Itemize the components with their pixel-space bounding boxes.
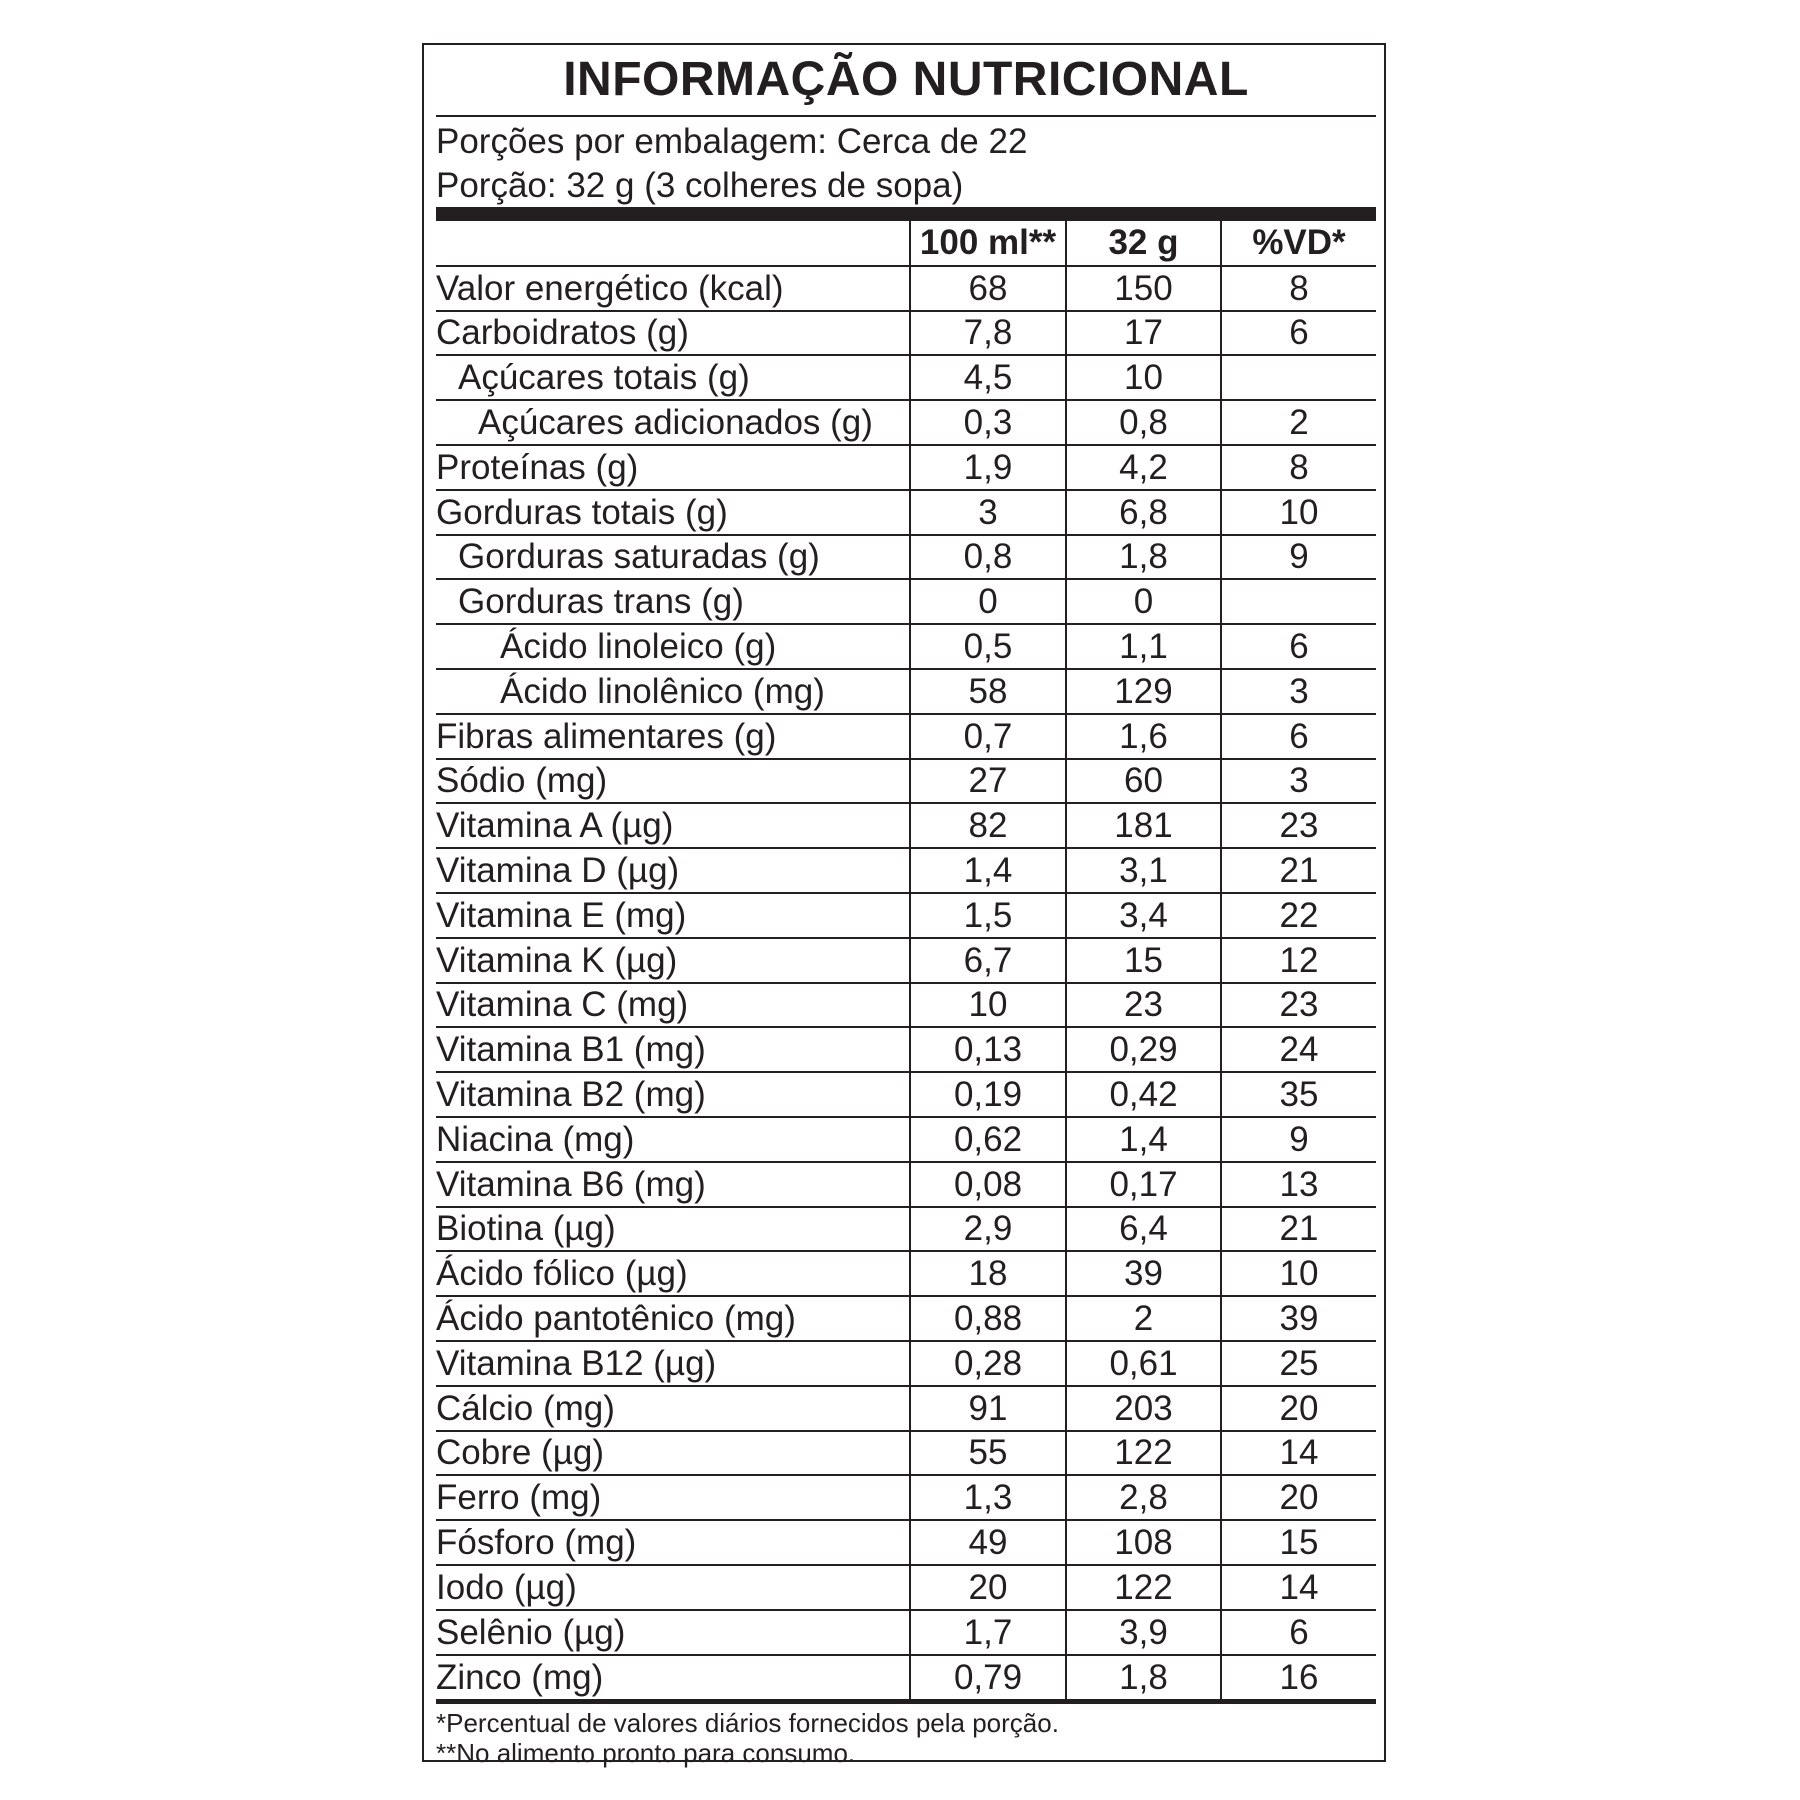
nutrient-name: Açúcares totais (g) xyxy=(436,355,910,400)
nutrient-name: Vitamina E (mg) xyxy=(436,893,910,938)
nutrient-name: Ácido linoleico (g) xyxy=(436,624,910,669)
value-per-32g: 181 xyxy=(1066,803,1221,848)
value-vd: 6 xyxy=(1221,714,1376,759)
header-vd: %VD* xyxy=(1221,221,1376,266)
value-vd: 6 xyxy=(1221,624,1376,669)
value-vd: 14 xyxy=(1221,1431,1376,1476)
value-vd: 3 xyxy=(1221,669,1376,714)
value-per-32g: 10 xyxy=(1066,355,1221,400)
value-vd: 22 xyxy=(1221,893,1376,938)
serving-size: Porção: 32 g (3 colheres de sopa) xyxy=(436,166,964,205)
table-row xyxy=(436,1655,1376,1700)
table-row xyxy=(436,759,1376,804)
nutrient-name: Fibras alimentares (g) xyxy=(436,714,910,759)
value-per-32g: 60 xyxy=(1066,759,1221,804)
nutrient-name: Zinco (mg) xyxy=(436,1657,604,1697)
value-per-32g: 150 xyxy=(1066,266,1221,311)
value-per-32g: 0,8 xyxy=(1066,400,1221,445)
table-row xyxy=(436,1162,1376,1207)
nutrient-name: Gorduras trans (g) xyxy=(436,579,910,624)
value-per-32g: 0 xyxy=(1066,579,1221,624)
servings-per-package: Porções por embalagem: Cerca de 22 xyxy=(436,122,1028,161)
table-row xyxy=(436,535,1376,580)
value-per-100ml: 49 xyxy=(910,1520,1066,1565)
value-per-100ml: 0,8 xyxy=(910,535,1066,580)
value-per-100ml: 68 xyxy=(910,266,1066,311)
nutrient-name: Sódio (mg) xyxy=(436,759,910,804)
value-vd: 8 xyxy=(1221,266,1376,311)
nutrient-name: Vitamina A (µg) xyxy=(436,803,910,848)
table-row xyxy=(436,1520,1376,1565)
table-row xyxy=(436,1027,1376,1072)
value-vd: 6 xyxy=(1221,311,1376,356)
value-per-100ml: 1,4 xyxy=(910,848,1066,893)
thick-divider xyxy=(436,207,1376,221)
value-per-32g: 1,8 xyxy=(1066,535,1221,580)
value-per-32g: 203 xyxy=(1066,1386,1221,1431)
value-vd: 10 xyxy=(1221,1251,1376,1296)
value-vd: 9 xyxy=(1221,1117,1376,1162)
nutrient-name: Vitamina K (µg) xyxy=(436,938,910,983)
nutrient-name: Vitamina B2 (mg) xyxy=(436,1072,910,1117)
value-vd: 8 xyxy=(1221,445,1376,490)
value-per-32g: 23 xyxy=(1066,983,1221,1028)
value-per-100ml: 1,9 xyxy=(910,445,1066,490)
nutrient-name: Açúcares adicionados (g) xyxy=(436,400,910,445)
table-row xyxy=(436,669,1376,714)
nutrient-name: Cobre (µg) xyxy=(436,1431,910,1476)
serving-info xyxy=(436,117,1376,207)
value-per-100ml: 55 xyxy=(910,1431,1066,1476)
table-row xyxy=(436,355,1376,400)
value-vd: 2 xyxy=(1221,400,1376,445)
value-vd: 21 xyxy=(1221,1207,1376,1252)
value-per-32g: 0,42 xyxy=(1066,1072,1221,1117)
nutrient-name: Proteínas (g) xyxy=(436,445,910,490)
table-header-row xyxy=(436,221,1376,266)
table-row xyxy=(436,445,1376,490)
nutrient-name: Ácido fólico (µg) xyxy=(436,1251,910,1296)
value-vd xyxy=(1221,579,1376,624)
nutrient-name: Ácido pantotênico (mg) xyxy=(436,1296,910,1341)
value-per-32g: 122 xyxy=(1066,1431,1221,1476)
nutrient-name: Carboidratos (g) xyxy=(436,311,910,356)
value-vd: 25 xyxy=(1221,1341,1376,1386)
table-row xyxy=(436,893,1376,938)
value-per-32g: 0,17 xyxy=(1066,1162,1221,1207)
value-vd: 9 xyxy=(1221,535,1376,580)
value-per-100ml: 0,13 xyxy=(910,1027,1066,1072)
value-per-32g: 0,61 xyxy=(1066,1341,1221,1386)
table-row xyxy=(436,1072,1376,1117)
nutrition-label xyxy=(422,43,1386,1769)
table-row xyxy=(436,803,1376,848)
table-row xyxy=(436,1610,1376,1655)
value-per-32g: 1,4 xyxy=(1066,1117,1221,1162)
value-vd: 35 xyxy=(1221,1072,1376,1117)
value-per-100ml: 0,88 xyxy=(910,1296,1066,1341)
value-vd: 39 xyxy=(1221,1296,1376,1341)
value-per-100ml: 20 xyxy=(910,1565,1066,1610)
value-per-32g: 1,8 xyxy=(1066,1655,1221,1700)
nutrient-name: Ácido linolênico (mg) xyxy=(436,669,910,714)
value-vd: 21 xyxy=(1221,848,1376,893)
nutrient-name: Vitamina C (mg) xyxy=(436,983,910,1028)
nutrient-name: Selênio (µg) xyxy=(436,1610,910,1655)
value-per-32g: 108 xyxy=(1066,1520,1221,1565)
value-per-32g: 2,8 xyxy=(1066,1475,1221,1520)
value-vd: 6 xyxy=(1221,1610,1376,1655)
value-vd: 10 xyxy=(1221,490,1376,535)
value-per-100ml: 7,8 xyxy=(910,311,1066,356)
value-vd: 12 xyxy=(1221,938,1376,983)
header-per-32g: 32 g xyxy=(1066,221,1221,266)
nutrient-name: Valor energético (kcal) xyxy=(436,266,910,311)
value-per-32g: 1,6 xyxy=(1066,714,1221,759)
value-per-32g: 4,2 xyxy=(1066,445,1221,490)
value-vd: 3 xyxy=(1221,759,1376,804)
value-vd: 16 xyxy=(1221,1655,1376,1700)
nutrient-name: Gorduras saturadas (g) xyxy=(436,535,910,580)
value-per-32g: 1,1 xyxy=(1066,624,1221,669)
nutrient-name: Fósforo (mg) xyxy=(436,1520,910,1565)
value-per-32g: 122 xyxy=(1066,1565,1221,1610)
value-per-32g: 0,29 xyxy=(1066,1027,1221,1072)
value-per-100ml: 0,3 xyxy=(910,400,1066,445)
nutrient-name: Iodo (µg) xyxy=(436,1565,910,1610)
value-per-100ml: 2,9 xyxy=(910,1207,1066,1252)
value-per-100ml: 0,62 xyxy=(910,1117,1066,1162)
value-per-100ml: 18 xyxy=(910,1251,1066,1296)
value-per-100ml: 3 xyxy=(910,490,1066,535)
value-per-32g: 17 xyxy=(1066,311,1221,356)
nutrient-name: Vitamina B6 (mg) xyxy=(436,1162,910,1207)
footnote-ready: **No alimento pronto para consumo. xyxy=(436,1738,856,1769)
footnotes xyxy=(436,1704,1376,1768)
value-per-32g: 6,4 xyxy=(1066,1207,1221,1252)
table-row xyxy=(436,490,1376,535)
nutrient-name: Ferro (mg) xyxy=(436,1475,910,1520)
value-per-100ml: 91 xyxy=(910,1386,1066,1431)
value-per-100ml: 27 xyxy=(910,759,1066,804)
value-per-100ml: 10 xyxy=(910,983,1066,1028)
value-per-32g: 3,4 xyxy=(1066,893,1221,938)
table-row xyxy=(436,1251,1376,1296)
value-vd: 13 xyxy=(1221,1162,1376,1207)
footnote-vd: *Percentual de valores diários fornecidos pela porção. xyxy=(436,1708,1059,1739)
table-row xyxy=(436,1341,1376,1386)
table-row xyxy=(436,848,1376,893)
nutrient-name: Gorduras totais (g) xyxy=(436,490,910,535)
nutrient-name: Vitamina D (µg) xyxy=(436,848,910,893)
value-vd: 20 xyxy=(1221,1475,1376,1520)
value-per-100ml: 82 xyxy=(910,803,1066,848)
value-per-32g: 2 xyxy=(1066,1296,1221,1341)
table-row xyxy=(436,1296,1376,1341)
value-per-100ml: 1,5 xyxy=(910,893,1066,938)
value-per-32g: 3,1 xyxy=(1066,848,1221,893)
value-per-100ml: 6,7 xyxy=(910,938,1066,983)
table-row xyxy=(436,938,1376,983)
header-per-100ml: 100 ml** xyxy=(910,221,1066,266)
value-per-100ml: 0,28 xyxy=(910,1341,1066,1386)
nutrient-name: Cálcio (mg) xyxy=(436,1386,910,1431)
value-per-100ml: 0,19 xyxy=(910,1072,1066,1117)
table-row xyxy=(436,1475,1376,1520)
value-per-100ml: 0,08 xyxy=(910,1162,1066,1207)
value-vd: 23 xyxy=(1221,803,1376,848)
nutrition-table xyxy=(436,221,1376,1699)
table-row xyxy=(436,983,1376,1028)
table-row xyxy=(436,400,1376,445)
value-per-100ml: 58 xyxy=(910,669,1066,714)
header-nutrient xyxy=(436,221,910,266)
table-row xyxy=(436,714,1376,759)
value-per-100ml: 4,5 xyxy=(910,355,1066,400)
value-vd: 15 xyxy=(1221,1520,1376,1565)
table-row xyxy=(436,266,1376,311)
nutrient-name: Vitamina B1 (mg) xyxy=(436,1027,910,1072)
table-row xyxy=(436,1386,1376,1431)
value-per-100ml: 0,5 xyxy=(910,624,1066,669)
nutrient-name: Vitamina B12 (µg) xyxy=(436,1341,910,1386)
value-per-32g: 3,9 xyxy=(1066,1610,1221,1655)
value-vd: 24 xyxy=(1221,1027,1376,1072)
value-per-32g: 39 xyxy=(1066,1251,1221,1296)
value-per-100ml: 0,79 xyxy=(910,1655,1066,1700)
value-per-32g: 129 xyxy=(1066,669,1221,714)
label-title: INFORMAÇÃO NUTRICIONAL xyxy=(436,45,1376,117)
nutrition-table-body xyxy=(436,266,1376,1700)
table-row xyxy=(436,1565,1376,1610)
table-row xyxy=(436,1117,1376,1162)
value-per-100ml: 0 xyxy=(910,579,1066,624)
value-vd: 14 xyxy=(1221,1565,1376,1610)
nutrient-name: Niacina (mg) xyxy=(436,1117,910,1162)
value-per-32g: 6,8 xyxy=(1066,490,1221,535)
table-row xyxy=(436,1431,1376,1476)
value-per-100ml: 1,7 xyxy=(910,1610,1066,1655)
table-row xyxy=(436,579,1376,624)
value-vd: 23 xyxy=(1221,983,1376,1028)
value-vd: 20 xyxy=(1221,1386,1376,1431)
table-row xyxy=(436,624,1376,669)
nutrient-name: Biotina (µg) xyxy=(436,1207,910,1252)
value-per-32g: 15 xyxy=(1066,938,1221,983)
value-per-100ml: 1,3 xyxy=(910,1475,1066,1520)
value-vd xyxy=(1221,355,1376,400)
value-per-100ml: 0,7 xyxy=(910,714,1066,759)
nutrition-label-inner xyxy=(436,45,1376,1768)
table-row xyxy=(436,1207,1376,1252)
table-row xyxy=(436,311,1376,356)
